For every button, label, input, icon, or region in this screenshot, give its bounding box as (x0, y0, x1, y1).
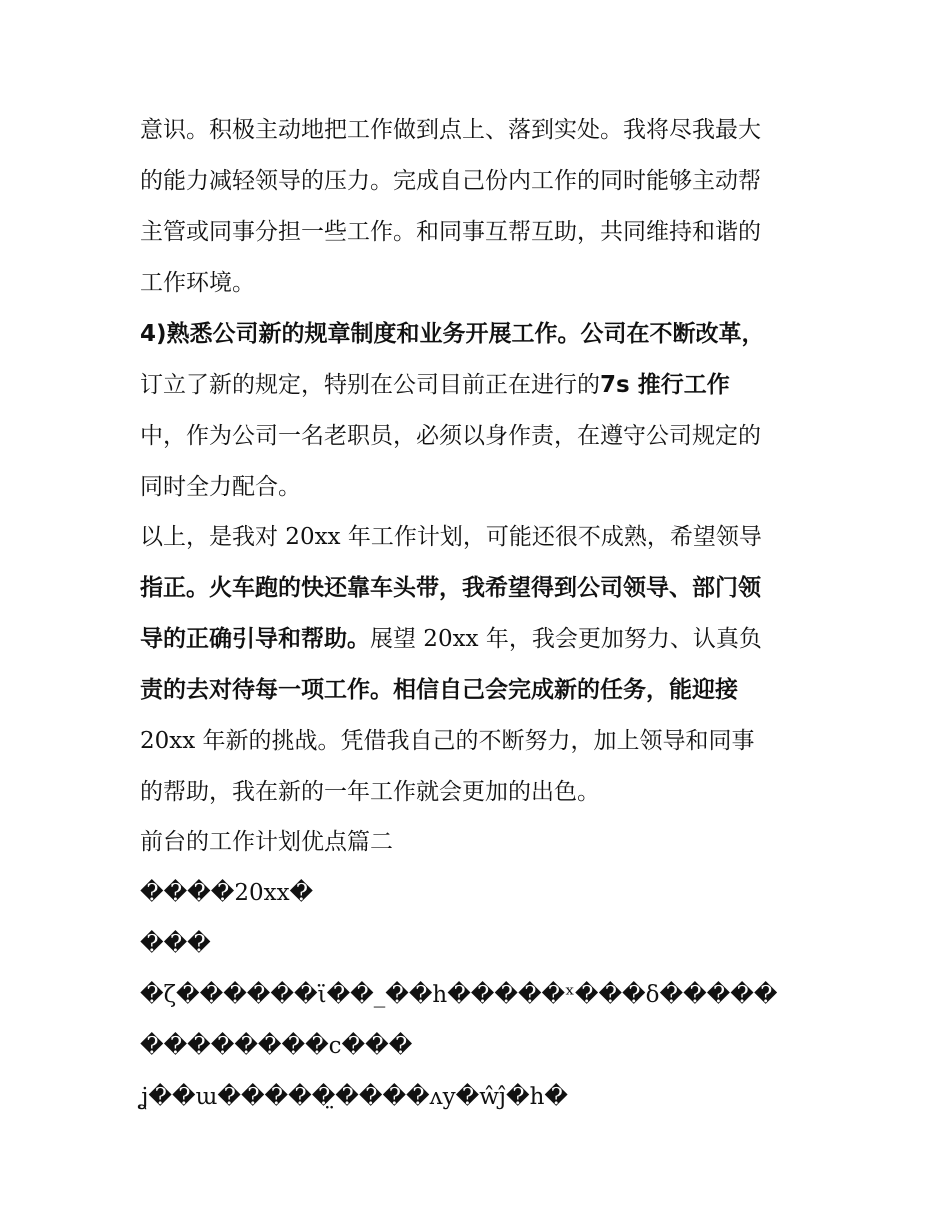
garbled-line: ��� (140, 931, 211, 957)
text-line: 20xx 年新的挑战。凭借我自己的不断努力，加上领导和同事 (140, 728, 755, 754)
text-segment: 订立了新的规定，特别在公司目前正在进行的 (140, 372, 600, 398)
garbled-line: ʝ��ɯ�����̤����ʌy�ŵĵ�h� (140, 1084, 569, 1110)
text-line: 主管或同事分担一些工作。和同事互帮互助，共同维持和谐的 (140, 219, 761, 245)
text-segment-bold: 导的正确引导和帮助。 (140, 626, 370, 652)
text-line-bold: 责的去对待每一项工作。相信自己会完成新的任务，能迎接 (140, 677, 738, 703)
text-line: 同时全力配合。 (140, 474, 301, 500)
text-line: 中，作为公司一名老职员，必须以身作责，在遵守公司规定的 (140, 423, 761, 449)
text-line (140, 370, 730, 400)
text-line (140, 624, 762, 654)
garbled-line: ����20xx� (140, 880, 314, 906)
text-line: 工作环境。 (140, 270, 255, 296)
garbled-line: ��������ϲ��� (140, 1033, 413, 1059)
section-title: 前台的工作计划优点篇二 (140, 829, 393, 855)
text-line: 的能力减轻领导的压力。完成自己份内工作的同时能够主动帮 (140, 168, 761, 194)
text-line: 以上，是我对 20xx 年工作计划，可能还很不成熟，希望领导 (140, 524, 762, 550)
garbled-line: �ζ������ϊ��_��h�����ˣ���δ����� (140, 982, 778, 1008)
text-line-bold: 指正。火车跑的快还靠车头带，我希望得到公司领导、部门领 (140, 575, 761, 601)
text-segment: 展望 20xx 年，我会更加努力、认真负 (370, 626, 762, 652)
text-line: 意识。积极主动地把工作做到点上、落到实处。我将尽我最大 (140, 117, 761, 143)
section-heading-line: 4)熟悉公司新的规章制度和业务开展工作。公司在不断改革， (140, 321, 765, 347)
text-line: 的帮助，我在新的一年工作就会更加的出色。 (140, 779, 600, 805)
text-segment-bold: 7s 推行工作 (600, 372, 730, 398)
